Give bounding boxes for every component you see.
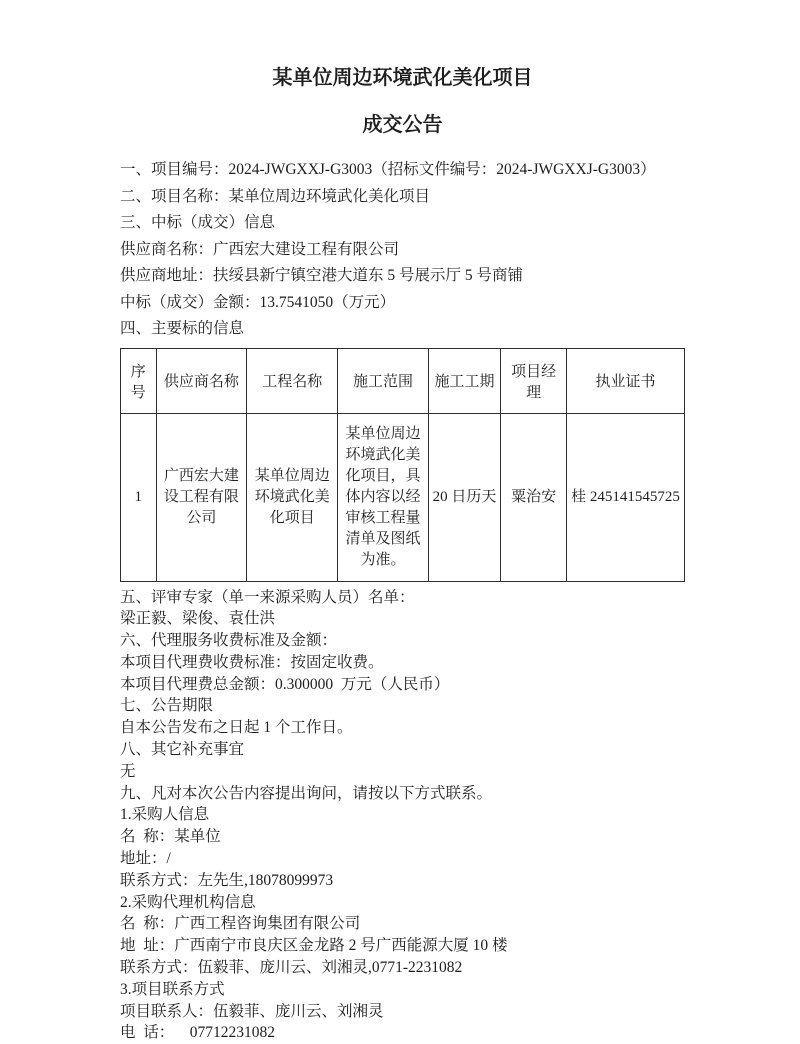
project-contact-names-line: 项目联系人：伍毅菲、庞川云、刘湘灵 (120, 1001, 685, 1023)
agency-fee-heading: 六、代理服务收费标准及金额： (120, 630, 685, 652)
col-header-serial-number: 序号 (121, 348, 157, 413)
agency-contact-line: 联系方式：伍毅菲、庞川云、刘湘灵,0771-2231082 (120, 957, 685, 979)
purchaser-name-line: 名 称：某单位 (120, 826, 685, 848)
intro-section (120, 157, 685, 343)
cell-supplier-name: 广西宏大建设工程有限公司 (156, 413, 247, 581)
agency-fee-total-line: 本项目代理费总金额：0.300000 万元（人民币） (120, 674, 685, 696)
supplementary-matters-text: 无 (120, 761, 685, 783)
purchaser-contact-line: 联系方式：左先生,18078099973 (120, 870, 685, 892)
col-header-supplier-name: 供应商名称 (156, 348, 247, 413)
cell-project-name: 某单位周边环境武化美化项目 (247, 413, 338, 581)
details-section (120, 587, 685, 1044)
cell-project-manager: 粟治安 (501, 413, 567, 581)
col-header-project-name: 工程名称 (247, 348, 338, 413)
review-experts-names: 梁正毅、梁俊、袁仕洪 (120, 608, 685, 630)
inquiry-contact-heading: 九、凡对本次公告内容提出询问，请按以下方式联系。 (120, 783, 685, 805)
supplier-name-line: 供应商名称：广西宏大建设工程有限公司 (120, 237, 685, 264)
cell-construction-period: 20 日历天 (428, 413, 500, 581)
supplier-address-line: 供应商地址：扶绥县新宁镇空港大道东 5 号展示厅 5 号商铺 (120, 263, 685, 290)
announcement-period-heading: 七、公告期限 (120, 695, 685, 717)
review-experts-heading: 五、评审专家（单一来源采购人员）名单： (120, 587, 685, 609)
agency-fee-standard-line: 本项目代理费收费标准：按固定收费。 (120, 652, 685, 674)
award-details-table (120, 348, 685, 582)
award-amount-line: 中标（成交）金额：13.7541050（万元） (120, 290, 685, 317)
agency-name-line: 名 称：广西工程咨询集团有限公司 (120, 913, 685, 935)
cell-construction-scope: 某单位周边环境武化美化项目，具体内容以经审核工程量清单及图纸为准。 (338, 413, 429, 581)
cell-serial-number: 1 (121, 413, 157, 581)
purchaser-address-line: 地址：/ (120, 848, 685, 870)
subject-info-heading: 四、主要标的信息 (120, 316, 685, 343)
project-name-line: 二、项目名称：某单位周边环境武化美化项目 (120, 184, 685, 211)
supplementary-matters-heading: 八、其它补充事宜 (120, 739, 685, 761)
agency-address-line: 地 址：广西南宁市良庆区金龙路 2 号广西能源大厦 10 楼 (120, 935, 685, 957)
col-header-project-manager: 项目经理 (501, 348, 567, 413)
purchaser-info-heading: 1.采购人信息 (120, 804, 685, 826)
project-contact-phone-line: 电 话： 07712231082 (120, 1022, 685, 1044)
announcement-period-text: 自本公告发布之日起 1 个工作日。 (120, 717, 685, 739)
cell-practice-certificate: 桂 245141545725 (567, 413, 685, 581)
table-header-row (121, 348, 685, 413)
col-header-construction-scope: 施工范围 (338, 348, 429, 413)
project-number-line: 一、项目编号：2024-JWGXXJ-G3003（招标文件编号：2024-JWGXXJ-G3003） (120, 157, 685, 184)
agency-info-heading: 2.采购代理机构信息 (120, 892, 685, 914)
col-header-construction-period: 施工工期 (428, 348, 500, 413)
col-header-practice-certificate: 执业证书 (567, 348, 685, 413)
document-title: 某单位周边环境武化美化项目 (120, 66, 685, 90)
table-row (121, 413, 685, 581)
document-subtitle: 成交公告 (120, 113, 685, 137)
award-info-heading: 三、中标（成交）信息 (120, 210, 685, 237)
project-contact-heading: 3.项目联系方式 (120, 979, 685, 1001)
